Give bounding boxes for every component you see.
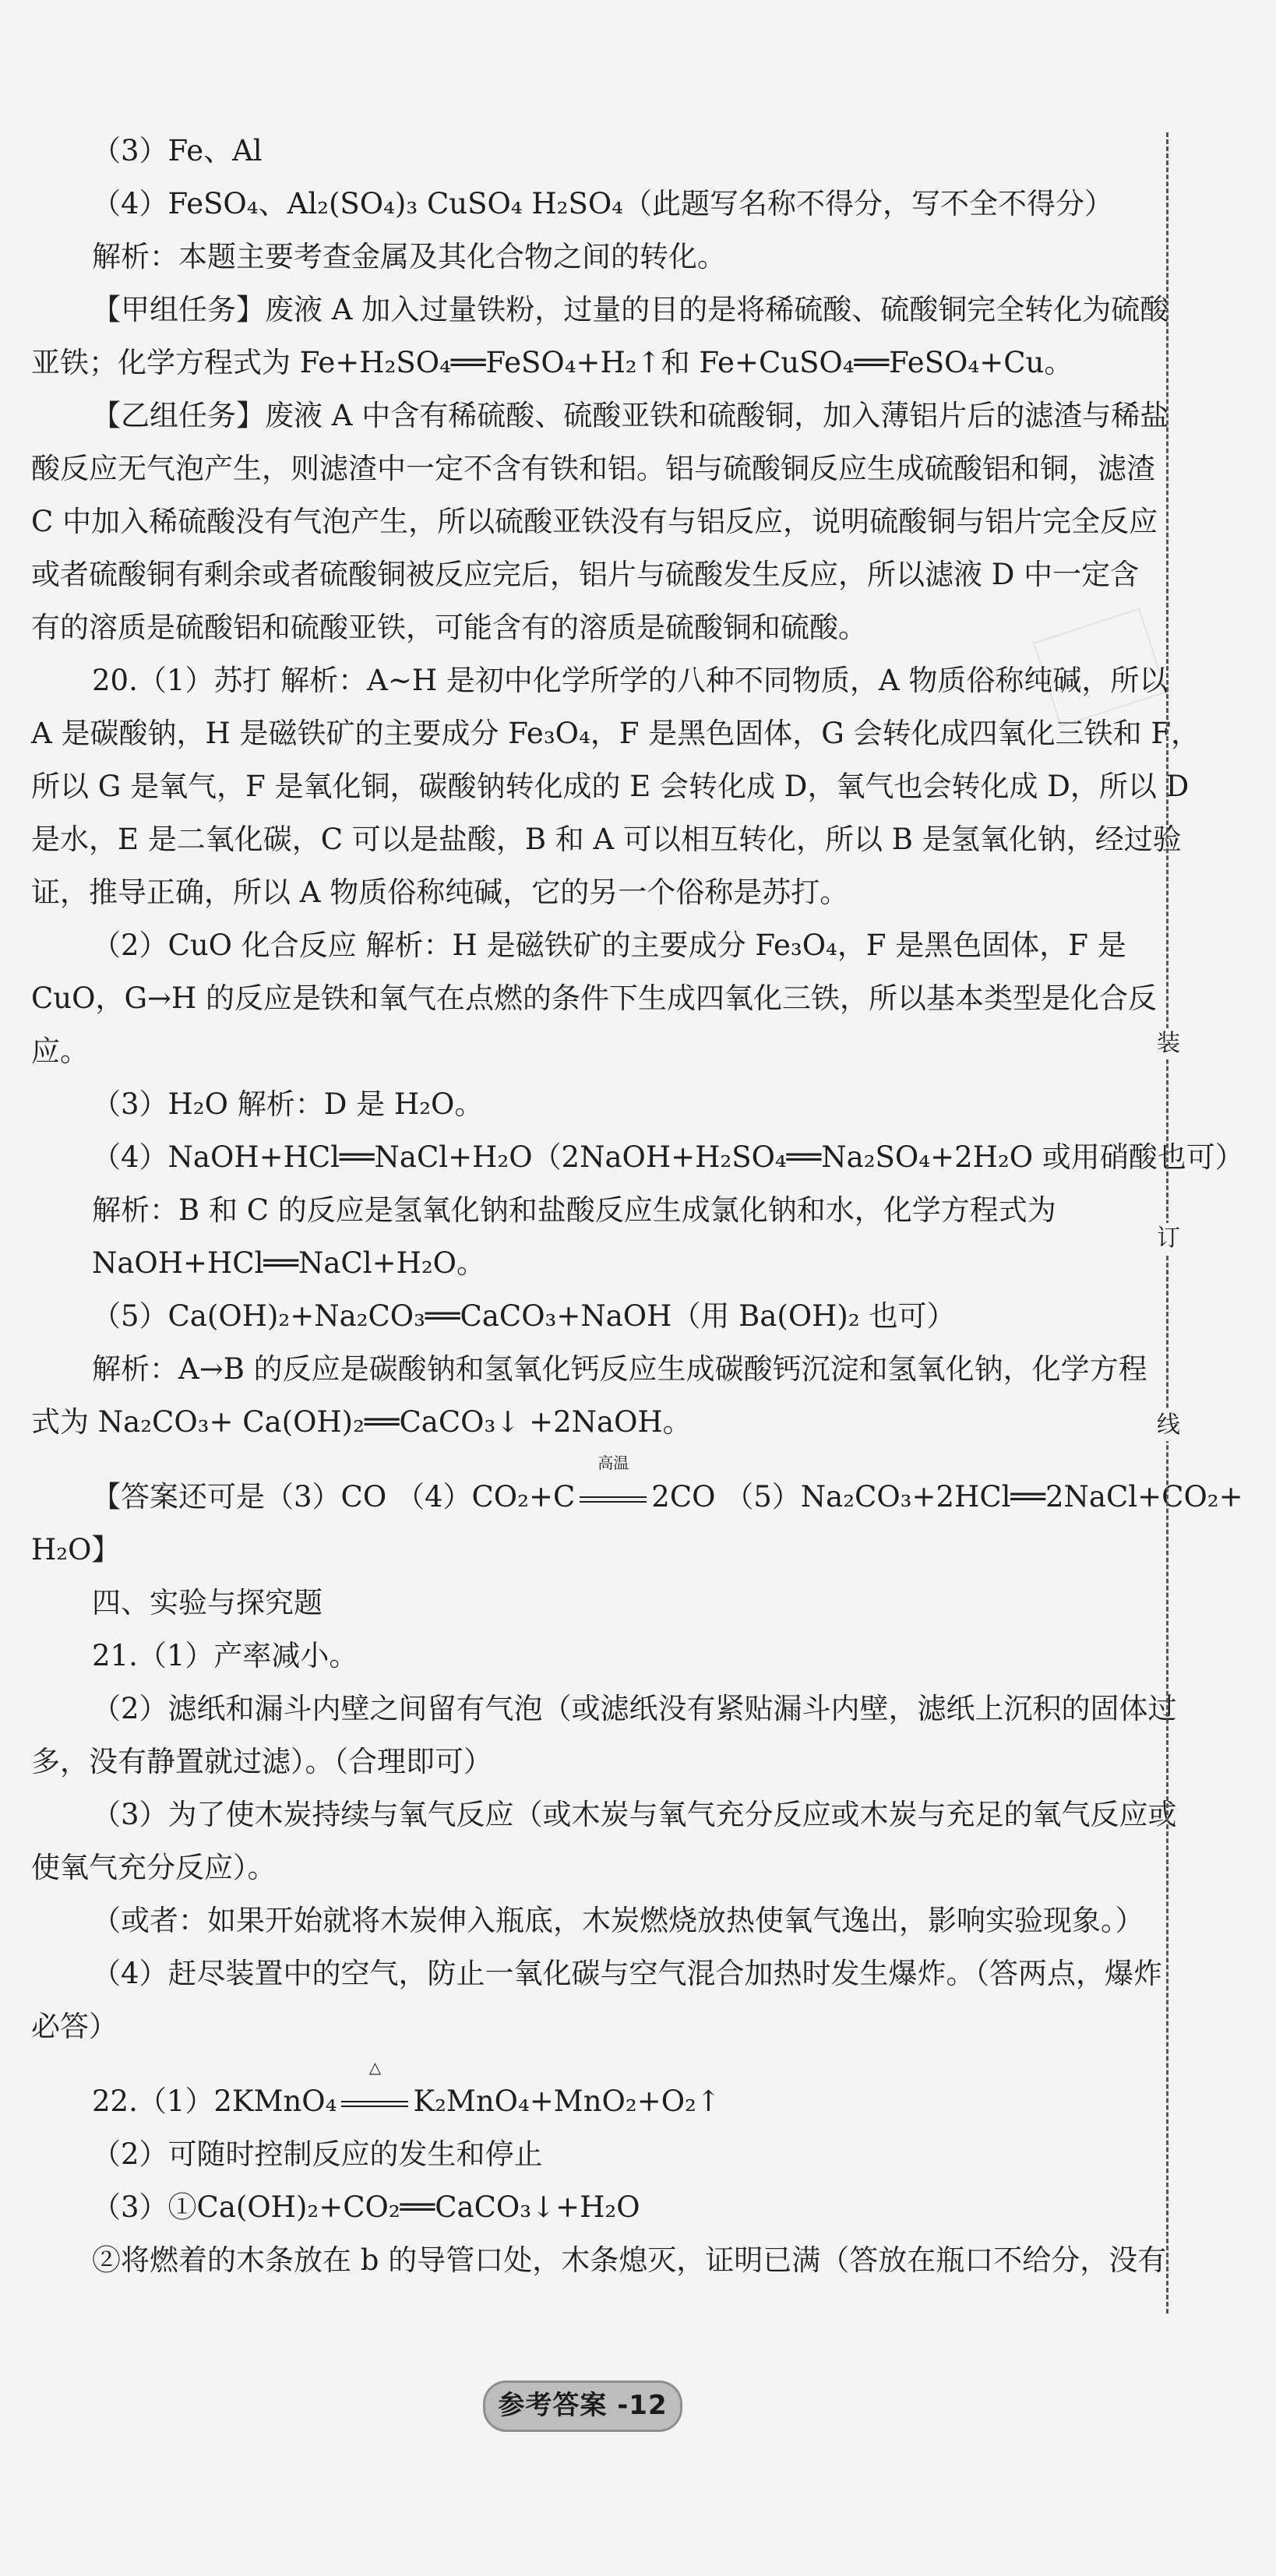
condition-label: 高温 bbox=[597, 1454, 629, 1472]
answer-line: （4）FeSO₄、Al₂(SO₄)₃ CuSO₄ H₂SO₄（此题写名称不得分，写不全不得分） bbox=[92, 187, 1113, 220]
answer-line: 酸反应无气泡产生，则滤渣中一定不含有铁和铝。铝与硫酸铜反应生成硫酸铝和铜，滤渣 bbox=[31, 452, 1155, 485]
answer-line: （4）赶尽装置中的空气，防止一氧化碳与空气混合加热时发生爆炸。（答两点，爆炸 bbox=[92, 1957, 1163, 1990]
equation-part: K₂MnO₄+MnO₂+O₂↑ bbox=[413, 2084, 721, 2118]
answer-line: 亚铁；化学方程式为 Fe+H₂SO₄══FeSO₄+H₂↑和 Fe+CuSO₄══FeSO₄+Cu。 bbox=[31, 346, 1073, 379]
equation-part: 22.（1）2KMnO₄ bbox=[92, 2084, 337, 2118]
answer-line: 21.（1）产率减小。 bbox=[92, 1639, 358, 1672]
answer-line: （5）Ca(OH)₂+Na₂CO₃══CaCO₃+NaOH（用 Ba(OH)₂ 也可） bbox=[92, 1299, 956, 1333]
answer-line: A 是碳酸钠，H 是磁铁矿的主要成分 Fe₃O₄，F 是黑色固体，G 会转化成四氧化三铁和 F， bbox=[31, 717, 1200, 750]
answer-line: 【甲组任务】废液 A 加入过量铁粉，过量的目的是将稀硫酸、硫酸铜完全转化为硫酸 bbox=[92, 293, 1169, 326]
answer-line: 多，没有静置就过滤）。（合理即可） bbox=[31, 1745, 492, 1778]
answer-line: 式为 Na₂CO₃+ Ca(OH)₂══CaCO₃↓ +2NaOH。 bbox=[31, 1405, 692, 1439]
answer-line: （3）Fe、Al bbox=[92, 134, 263, 167]
answer-line: （3）①Ca(OH)₂+CO₂══CaCO₃↓+H₂O bbox=[92, 2190, 640, 2224]
answer-line: （4）NaOH+HCl══NaCl+H₂O（2NaOH+H₂SO₄══Na₂SO₄+2H₂O 或用硝酸也可） bbox=[92, 1140, 1244, 1174]
answer-line: 【乙组任务】废液 A 中含有稀硫酸、硫酸亚铁和硫酸铜，加入薄铝片后的滤渣与稀盐 bbox=[92, 399, 1169, 432]
answer-line: ②将燃着的木条放在 b 的导管口处，木条熄灭，证明已满（答放在瓶口不给分，没有 bbox=[92, 2243, 1167, 2277]
answer-line: 是水，E 是二氧化碳，C 可以是盐酸，B 和 A 可以相互转化，所以 B 是氢氧化钠，经过验 bbox=[31, 823, 1182, 856]
answer-line: （2）可随时控制反应的发生和停止 bbox=[92, 2137, 543, 2171]
answer-line: （3）为了使木炭持续与氧气反应（或木炭与氧气充分反应或木炭与充足的氧气反应或 bbox=[92, 1798, 1177, 1831]
answer-line-equation bbox=[31, 2058, 1122, 2128]
answer-line: （3）H₂O 解析：D 是 H₂O。 bbox=[92, 1087, 484, 1121]
answer-line-equation bbox=[31, 1454, 1243, 1524]
page-number-badge: 参考答案 -12 bbox=[483, 2380, 682, 2432]
answer-line: （2）滤纸和漏斗内壁之间留有气泡（或滤纸没有紧贴漏斗内壁，滤纸上沉积的固体过 bbox=[92, 1692, 1177, 1725]
answer-line: 20.（1）苏打 解析：A~H 是初中化学所学的八种不同物质，A 物质俗称纯碱，所以 bbox=[92, 664, 1168, 697]
answer-line: 解析：本题主要考查金属及其化合物之间的转化。 bbox=[92, 240, 726, 273]
answer-line: 或者硫酸铜有剩余或者硫酸铜被反应完后，铝片与硫酸发生反应，所以滤液 D 中一定含 bbox=[31, 558, 1140, 591]
answer-line: H₂O】 bbox=[31, 1533, 121, 1566]
section-heading: 四、实验与探究题 bbox=[92, 1586, 323, 1619]
answer-line: 必答） bbox=[31, 2010, 118, 2043]
equation-part: 2CO （5）Na₂CO₃+2HCl══2NaCl+CO₂+ bbox=[651, 1480, 1243, 1514]
answer-line: 所以 G 是氧气，F 是氧化铜，碳酸钠转化成的 E 会转化成 D，氧气也会转化成 D，所以 D bbox=[31, 770, 1190, 803]
answer-line: C 中加入稀硫酸没有气泡产生，所以硫酸亚铁没有与铝反应，说明硫酸铜与铝片完全反应 bbox=[31, 505, 1158, 538]
reaction-condition bbox=[337, 2058, 413, 2128]
answer-line: 解析：A→B 的反应是碳酸钠和氢氧化钙反应生成碳酸钙沉淀和氢氧化钠，化学方程 bbox=[92, 1352, 1147, 1386]
reaction-condition bbox=[575, 1454, 651, 1524]
margin-char-xian: 线 bbox=[1145, 1410, 1192, 1441]
answer-line: 使氧气充分反应）。 bbox=[31, 1851, 277, 1884]
answer-line: CuO，G→H 的反应是铁和氧气在点燃的条件下生成四氧化三铁，所以基本类型是化合反 bbox=[31, 981, 1158, 1015]
answer-line: （2）CuO 化合反应 解析：H 是磁铁矿的主要成分 Fe₃O₄，F 是黑色固体，F 是 bbox=[92, 929, 1126, 962]
equation-part: 【答案还可是（3）CO （4）CO₂+C bbox=[92, 1480, 576, 1514]
margin-char-zhuang: 装 bbox=[1145, 1028, 1192, 1059]
answer-line: 证，推导正确，所以 A 物质俗称纯碱，它的另一个俗称是苏打。 bbox=[31, 876, 849, 909]
answer-line: （或者：如果开始就将木炭伸入瓶底，木炭燃烧放热使氧气逸出，影响实验现象。） bbox=[92, 1904, 1144, 1937]
margin-char-ding: 订 bbox=[1145, 1223, 1192, 1254]
condition-label: △ bbox=[368, 2058, 382, 2077]
answer-line: NaOH+HCl══NaCl+H₂O。 bbox=[92, 1246, 486, 1280]
answer-line: 有的溶质是硫酸铝和硫酸亚铁，可能含有的溶质是硫酸铜和硫酸。 bbox=[31, 611, 867, 644]
answer-line: 应。 bbox=[31, 1034, 89, 1068]
answer-line: 解析：B 和 C 的反应是氢氧化钠和盐酸反应生成氯化钠和水，化学方程式为 bbox=[92, 1193, 1056, 1227]
answer-content bbox=[31, 125, 1244, 2287]
